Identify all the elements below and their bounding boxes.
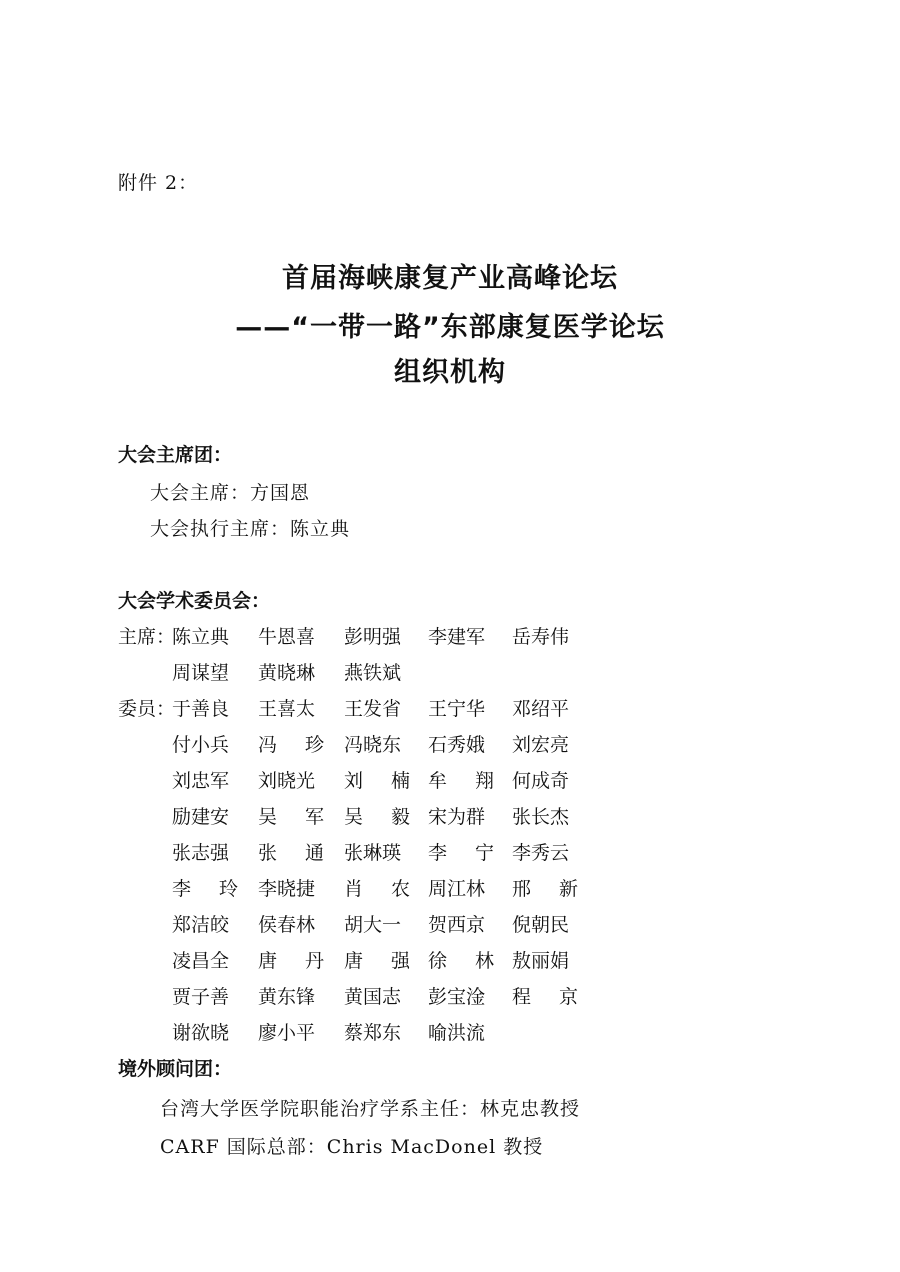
committee-name: 张长杰	[512, 806, 570, 828]
committee-name: 廖小平	[258, 1022, 316, 1044]
committee-name: 倪朝民	[512, 914, 570, 936]
committee-name: 邓绍平	[512, 698, 570, 720]
committee-name: 王发省	[344, 698, 402, 720]
document-subtitle: ——“一带一路”东部康复医学论坛	[235, 312, 665, 343]
committee-name: 刘宏亮	[512, 734, 570, 756]
committee-name: 刘 楠	[344, 770, 410, 792]
committee-name: 黄晓琳	[258, 662, 316, 684]
committee-name: 喻洪流	[428, 1022, 486, 1044]
committee-name: 贺西京	[428, 914, 486, 936]
committee-name: 刘忠军	[172, 770, 230, 792]
committee-name: 冯 珍	[258, 734, 324, 756]
committee-name: 侯春林	[258, 914, 316, 936]
academic-committee-heading: 大会学术委员会：	[118, 590, 271, 612]
committee-name: 王喜太	[258, 698, 316, 720]
committee-name: 唐 强	[344, 950, 410, 972]
committee-name: 邢 新	[512, 878, 578, 900]
committee-name: 敖丽娟	[512, 950, 570, 972]
attachment-label: 附件 2：	[118, 172, 199, 194]
committee-name: 刘晓光	[258, 770, 316, 792]
committee-name: 谢欲晓	[172, 1022, 230, 1044]
committee-name: 凌昌全	[172, 950, 230, 972]
committee-name: 唐 丹	[258, 950, 324, 972]
committee-chairs-label: 主席：	[118, 626, 176, 648]
overseas-advisor-item: 台湾大学医学院职能治疗学系主任：林克忠教授	[160, 1098, 581, 1120]
committee-name: 张 通	[258, 842, 324, 864]
committee-name: 燕铁斌	[344, 662, 402, 684]
committee-name: 周谋望	[172, 662, 230, 684]
committee-name: 贾子善	[172, 986, 230, 1008]
committee-name: 黄国志	[344, 986, 402, 1008]
committee-name: 吴 毅	[344, 806, 410, 828]
committee-name: 张志强	[172, 842, 230, 864]
committee-name: 冯晓东	[344, 734, 402, 756]
committee-name: 李 宁	[428, 842, 494, 864]
presidium-chair: 大会主席：方国恩	[150, 482, 311, 504]
committee-name: 彭明强	[344, 626, 402, 648]
committee-name: 蔡郑东	[344, 1022, 402, 1044]
committee-name: 徐 林	[428, 950, 494, 972]
committee-name: 牛恩喜	[258, 626, 316, 648]
committee-name: 付小兵	[172, 734, 230, 756]
committee-name: 李秀云	[512, 842, 570, 864]
committee-name: 程 京	[512, 986, 578, 1008]
committee-name: 陈立典	[172, 626, 230, 648]
committee-name: 李 玲	[172, 878, 238, 900]
committee-name: 张琳瑛	[344, 842, 402, 864]
committee-name: 吴 军	[258, 806, 324, 828]
committee-name: 牟 翔	[428, 770, 494, 792]
presidium-executive-chair: 大会执行主席：陈立典	[150, 518, 351, 540]
committee-name: 岳寿伟	[512, 626, 570, 648]
overseas-advisor-item: CARF 国际总部：Chris MacDonel 教授	[160, 1136, 544, 1158]
committee-name: 宋为群	[428, 806, 486, 828]
committee-name: 周江林	[428, 878, 486, 900]
committee-members-label: 委员：	[118, 698, 176, 720]
committee-name: 黄东锋	[258, 986, 316, 1008]
committee-name: 李建军	[428, 626, 486, 648]
committee-name: 肖 农	[344, 878, 410, 900]
committee-name: 于善良	[172, 698, 230, 720]
committee-name: 李晓捷	[258, 878, 316, 900]
committee-name: 郑洁皎	[172, 914, 230, 936]
document-title-org: 组织机构	[394, 357, 506, 388]
committee-name: 彭宝淦	[428, 986, 486, 1008]
committee-name: 何成奇	[512, 770, 570, 792]
presidium-heading: 大会主席团：	[118, 444, 233, 466]
overseas-advisors-heading: 境外顾问团：	[118, 1058, 233, 1080]
committee-name: 胡大一	[344, 914, 402, 936]
document-title: 首届海峡康复产业高峰论坛	[282, 263, 618, 294]
committee-name: 石秀娥	[428, 734, 486, 756]
committee-name: 王宁华	[428, 698, 486, 720]
committee-name: 励建安	[172, 806, 230, 828]
